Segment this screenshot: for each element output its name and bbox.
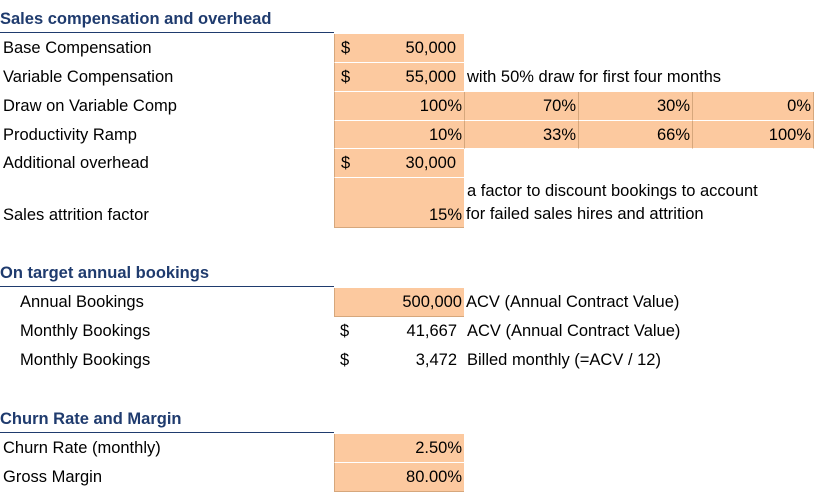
note-monthly-bookings-billed: Billed monthly (=ACV / 12) [467, 351, 661, 369]
currency-symbol: $ [340, 351, 350, 369]
input-annual-bookings[interactable] [334, 288, 464, 317]
value-draw-3: 30% [656, 97, 690, 115]
label-ramp: Productivity Ramp [3, 126, 137, 144]
input-attrition[interactable] [334, 178, 464, 228]
label-churn-rate: Churn Rate (monthly) [3, 439, 161, 457]
input-gross-margin[interactable] [334, 463, 464, 492]
label-variable-comp: Variable Compensation [3, 68, 174, 86]
value-ramp-3: 66% [656, 126, 690, 144]
value-ramp-4: 100% [768, 126, 811, 144]
value-annual-bookings: 500,000 [402, 293, 462, 311]
input-ramp-4[interactable] [692, 121, 814, 149]
value-draw-2: 70% [542, 97, 576, 115]
value-ramp-1: 10% [428, 126, 462, 144]
section-title-churn: Churn Rate and Margin [0, 406, 334, 433]
value-base-comp: 50,000 [405, 39, 456, 57]
input-churn-rate[interactable] [334, 434, 464, 463]
value-ramp-2: 33% [542, 126, 576, 144]
input-variable-comp[interactable] [334, 63, 464, 92]
value-draw-1: 100% [419, 97, 462, 115]
section-title-bookings: On target annual bookings [0, 260, 334, 287]
label-gross-margin: Gross Margin [3, 468, 103, 486]
label-monthly-bookings-acv: Monthly Bookings [20, 322, 151, 340]
label-monthly-bookings-billed: Monthly Bookings [20, 351, 151, 369]
note-variable-comp: with 50% draw for first four months [467, 68, 722, 86]
note-attrition-line2: for failed sales hires and attrition [466, 205, 704, 223]
currency-symbol: $ [341, 154, 351, 172]
label-attrition: Sales attrition factor [3, 206, 149, 224]
currency-symbol: $ [341, 39, 351, 57]
input-overhead[interactable] [334, 149, 464, 178]
note-attrition-line1: a factor to discount bookings to account [467, 182, 758, 200]
input-draw-4[interactable] [692, 92, 814, 121]
label-overhead: Additional overhead [3, 154, 149, 172]
value-churn-rate: 2.50% [415, 439, 462, 457]
input-base-comp[interactable] [334, 34, 464, 63]
value-gross-margin: 80.00% [406, 468, 462, 486]
input-ramp-2[interactable] [464, 121, 578, 149]
input-ramp-1[interactable] [334, 121, 464, 149]
note-annual-bookings: ACV (Annual Contract Value) [466, 293, 680, 311]
note-monthly-bookings-acv: ACV (Annual Contract Value) [467, 322, 681, 340]
currency-symbol: $ [340, 322, 350, 340]
label-base-comp: Base Compensation [3, 39, 152, 57]
input-draw-2[interactable] [464, 92, 578, 121]
value-monthly-bookings-acv: 41,667 [406, 322, 457, 340]
label-annual-bookings: Annual Bookings [20, 293, 144, 311]
label-draw: Draw on Variable Comp [3, 97, 177, 115]
input-ramp-3[interactable] [578, 121, 692, 149]
section-title-sales-comp: Sales compensation and overhead [0, 6, 334, 33]
input-draw-3[interactable] [578, 92, 692, 121]
value-attrition: 15% [428, 206, 462, 224]
currency-symbol: $ [341, 68, 351, 86]
value-draw-4: 0% [787, 97, 811, 115]
value-overhead: 30,000 [405, 154, 456, 172]
value-variable-comp: 55,000 [405, 68, 456, 86]
value-monthly-bookings-billed: 3,472 [415, 351, 457, 369]
input-draw-1[interactable] [334, 92, 464, 121]
